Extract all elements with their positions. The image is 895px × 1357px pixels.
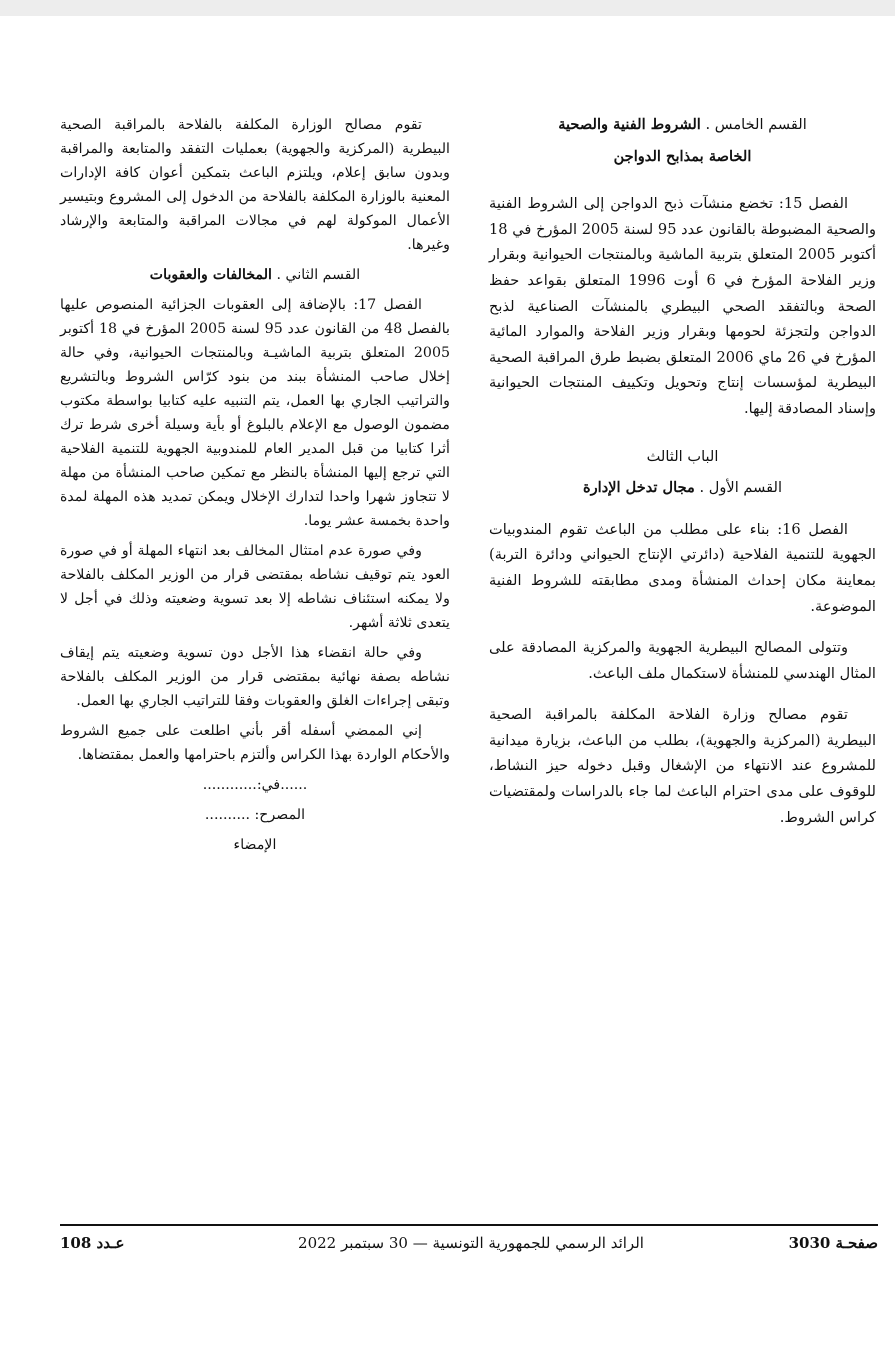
chapter-17: الفصل 17: بالإضافة إلى العقوبات الجزائية المنصوص عليها بالفصل 48 من القانون عدد 95 لسنة 2005 المؤرخ في 18 أكتوبر 2005 المتعلق بتربية الماشيـة وبالمنتجات الحيوانية، وفي حالة إخلال صاحب المنشأة ببند من بنود كرّاس الشروط وبالتشريع والتراتيب الجاري بها العمل، يتم التنبيه عليه كتابيا بواسطة مكتوب مضمون الوصول مع الإعلام بالبلوغ أو بأية وسيلة أخرى شرط ترك أثرا كتابيا من قبل المدير العام للمندوبية الجهوية للتنمية الفلاحية التي ترجع إليها المنشأة بالنظر مع تمكين صاحب المنشأة من مهلة لا تتجاوز شهرا واحدا لتدارك الإخلال ويمكن تمديد هذه المهلة لمدة واحدة بخمسة عشر يوما. xyxy=(60,297,450,529)
right-column xyxy=(489,112,876,830)
page-number: صفحـة 3030 xyxy=(788,1234,878,1252)
declaration-paragraph: إني الممضي أسفله أقر بأني اطلعت على جميع الشروط والأحكام الواردة بهذا الكراس وألتزم باحترامها والعمل بمقتضاها. xyxy=(60,723,450,763)
issue-number: عـدد 108 xyxy=(60,1234,125,1252)
section-1-heading xyxy=(489,475,876,501)
section-1-title: مجال تدخل الإدارة xyxy=(582,479,695,497)
chapter-16: الفصل 16: بناء على مطلب من الباعث تقوم المندوبيات الجهوية للتنمية الفلاحية (دائرتي الإنتاج الحيواني ودائرة التربة) بمعاينة مكان إحداث المنشأة ومدى مطابقته للشروط الفنية الموضوعة. xyxy=(489,520,876,615)
inspection-paragraph: تقوم مصالح الوزارة المكلفة بالفلاحة بالمراقبة الصحية البيطرية (المركزية والجهوية) بعمليات التفقد والمتابعة والمراقبة وبدون سابق إعلام، ويلتزم الباعث بتمكين أعوان كافة الإدارات المعنية بالوزارة المكلفة بالفلاحة من الدخول إلى المشروع وبتيسير الأعمال الموكولة لهم في مجالات المراقبة والمتابعة والإرشاد وغيرها. xyxy=(60,117,450,253)
footer-rule xyxy=(60,1224,878,1226)
expiry-paragraph: وفي حالة انقضاء هذا الأجل دون تسوية وضعيته يتم إيقاف نشاطه بصفة نهائية بمقتضى قرار من الوزير المكلف بالفلاحة وتبقى إجراءات الغلق والعقوبات وفقا للتراتيب الجاري بها العمل. xyxy=(60,645,450,709)
signature-declarant: المصرح: .......... xyxy=(204,807,306,823)
chapter-15: الفصل 15: تخضع منشآت ذبح الدواجن إلى الشروط الفنية والصحية المضبوطة بالقانون عدد 95 لسنة 2005 المؤرخ في 18 أكتوبر 2005 المتعلق بتربية الماشية وبالمنتجات الحيوانية وبقرار وزير الفلاحة المؤرخ في 6 أوت 1996 المتعلق بقواعد حفظ الصحة وبالتفقد الصحي البيطري بالمنشآت الصناعية لذبح الدواجن ولتجزئة لحومها وبقرار وزير الفلاحة والموارد المائية المؤرخ في 26 ماي 2006 المتعلق بضبط طرق المراقبة الصحية البيطرية لمؤسسات إنتاج وتحويل وتكييف المنتجات الحيوانية وإسناد المصادقة إليها. xyxy=(489,195,876,417)
site-visit-paragraph: تقوم مصالح وزارة الفلاحة المكلفة بالمراقبة الصحية البيطرية (المركزية والجهوية)، بطلب من الباعث، بزيارة ميدانية للمشروع عند الانتهاء من الإشغال وقبل دخوله حيز النشاط، للوقوف على مدى احترام الباعث لما جاء بالدراسات ولمقتضيات كراس الشروط. xyxy=(489,706,876,826)
page-footer xyxy=(60,1234,878,1256)
section-2-label: القسم الثاني . xyxy=(276,267,361,283)
section-1-label: القسم الأول . xyxy=(699,479,783,497)
section-5-title: الشروط الفنية والصحية xyxy=(558,116,701,133)
section-2-heading xyxy=(60,263,450,287)
journal-title: الرائد الرسمي للجمهورية التونسية — 30 سبتمبر 2022 xyxy=(298,1234,644,1252)
noncompliance-paragraph: وفي صورة عدم امتثال المخالف بعد انتهاء المهلة أو في صورة العود يتم توقيف نشاطه بمقتضى قرار من الوزير المكلف بالفلاحة ولا يمكنه استئناف نشاطه إلا بعد تسوية وضعيته وذلك في أجل لا يتعدى ثلاثة أشهر. xyxy=(60,543,450,631)
section-5-title-line2: الخاصة بمذابح الدواجن xyxy=(613,147,752,165)
top-band xyxy=(0,0,895,16)
approval-paragraph: وتتولى المصالح البيطرية الجهوية والمركزية المصادقة على المثال الهندسي للمنشأة لاستكمال ملف الباعث. xyxy=(489,639,876,682)
section-5-label: القسم الخامس . xyxy=(705,116,807,133)
chapter-3-heading: الباب الثالث xyxy=(646,447,719,465)
signature-place-date: ......في:............ xyxy=(202,777,308,793)
section-5-heading xyxy=(489,112,876,138)
left-column xyxy=(60,113,450,857)
section-2-title: المخالفات والعقوبات xyxy=(149,267,272,283)
signature-label: الإمضاء xyxy=(233,837,277,853)
